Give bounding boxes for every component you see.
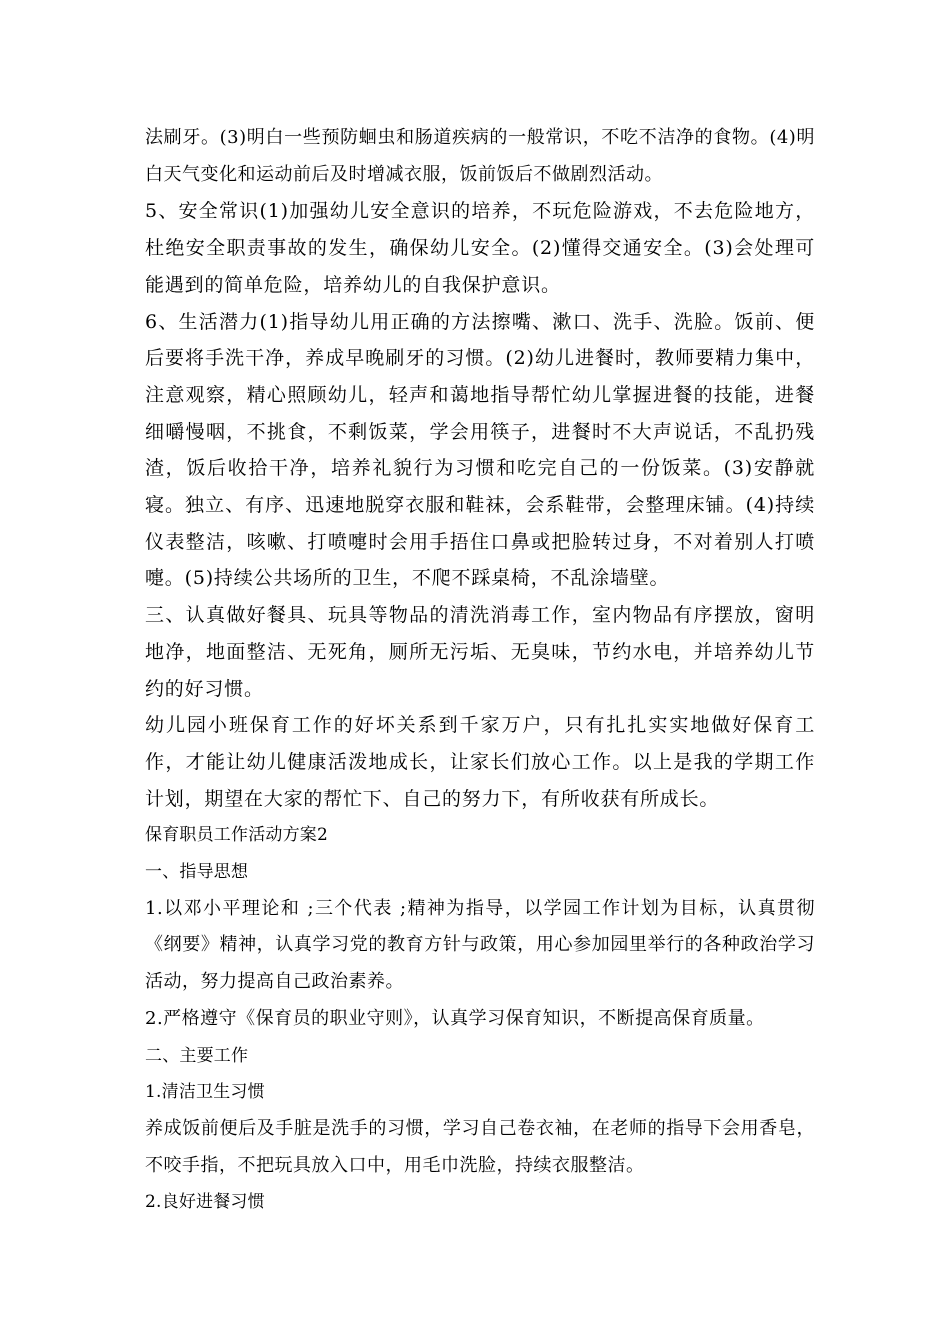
heading-eating-habits: 2.良好进餐习惯 [145, 1192, 265, 1213]
document-body [145, 120, 815, 1221]
paragraph-cleaning-habits: 养成饭前便后及手脏是洗手的习惯，学习自己卷衣袖，在老师的指导下会用香皂，不咬手指，不把玩具放入口中，用毛巾洗脸，持续衣服整洁。 [145, 1117, 815, 1176]
heading-main-work: 二、主要工作 [145, 1045, 249, 1066]
paragraph-section-three: 三、认真做好餐具、玩具等物品的清洗消毒工作，室内物品有序摆放，窗明地净，地面整洁、无死角，厕所无污垢、无臭味，节约水电，并培养幼儿节约的好习惯。 [145, 604, 815, 700]
paragraph-ideology-1: 1.以邓小平理论和 ;三个代表 ;精神为指导，以学园工作计划为目标，认真贯彻《纲要》精神，认真学习党的教育方针与政策，用心参加园里举行的各种政治学习活动，努力提高自己政治素养。 [145, 897, 815, 993]
paragraph-life-skills: 6、生活潜力(1)指导幼儿用正确的方法擦嘴、漱口、洗手、洗脸。饭前、便后要将手洗干净，养成早晚刷牙的习惯。(2)幼儿进餐时，教师要精力集中，注意观察，精心照顾幼儿，轻声和蔼地指导帮忙幼儿掌握进餐的技能，进餐细嚼慢咽，不挑食，不剩饭菜，学会用筷子，进餐时不大声说话，不乱扔残渣，饭后收拾干净，培养礼貌行为习惯和吃完自己的一份饭菜。(3)安静就寝。独立、有序、迅速地脱穿衣服和鞋袜，会系鞋带，会整理床铺。(4)持续仪表整洁，咳嗽、打喷嚏时会用手捂住口鼻或把脸转过身，不对着别人打喷嚏。(5)持续公共场所的卫生，不爬不踩桌椅，不乱涂墙壁。 [145, 310, 815, 590]
paragraph-conclusion: 幼儿园小班保育工作的好坏关系到千家万户，只有扎扎实实地做好保育工作，才能让幼儿健康活泼地成长，让家长们放心工作。以上是我的学期工作计划，期望在大家的帮忙下、自己的努力下，有所收获有所成长。 [145, 714, 815, 810]
heading-plan-2: 保育职员工作活动方案2 [145, 825, 329, 846]
paragraph-safety-knowledge: 5、安全常识(1)加强幼儿安全意识的培养，不玩危险游戏，不去危险地方，杜绝安全职责事故的发生，确保幼儿安全。(2)懂得交通安全。(3)会处理可能遇到的简单危险，培养幼儿的自我保护意识。 [145, 200, 815, 296]
paragraph-hygiene-continued: 法刷牙。(3)明白一些预防蛔虫和肠道疾病的一般常识，不吃不洁净的食物。(4)明白天气变化和运动前后及时增减衣服，饭前饭后不做剧烈活动。 [145, 127, 815, 185]
heading-guiding-ideology: 一、指导思想 [145, 862, 249, 883]
paragraph-ideology-2: 2.严格遵守《保育员的职业守则》，认真学习保育知识，不断提高保育质量。 [145, 1007, 765, 1029]
heading-cleaning-habits: 1.清洁卫生习惯 [145, 1082, 265, 1103]
